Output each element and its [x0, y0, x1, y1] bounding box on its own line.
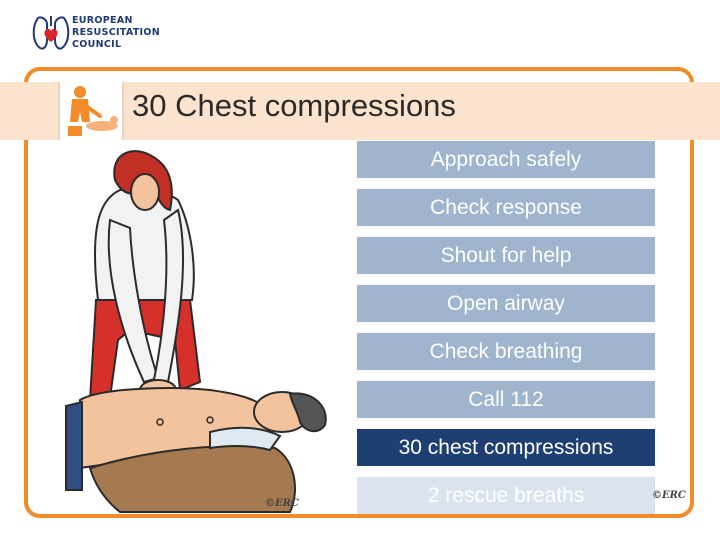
slide-title: 30 Chest compressions: [132, 88, 456, 123]
cpr-illustration: [60, 150, 350, 515]
logo-text: [72, 15, 160, 51]
illustration-copyright: ©ERC: [265, 498, 299, 509]
erc-logo: [30, 12, 170, 56]
logo-line-2: RESUSCITATION: [72, 27, 161, 38]
step-rescue-breaths: 2 rescue breaths: [357, 477, 655, 514]
step-check-response: Check response: [357, 189, 655, 226]
step-call-112: Call 112: [357, 381, 655, 418]
logo-line-1: EUROPEAN: [72, 15, 133, 26]
logo-line-3: COUNCIL: [72, 39, 122, 50]
step-chest-compressions: 30 chest compressions: [357, 429, 655, 466]
cpr-thumbnail-icon: [58, 82, 124, 140]
heart-lungs-icon: [30, 12, 72, 54]
step-shout-for-help: Shout for help: [357, 237, 655, 274]
step-open-airway: Open airway: [357, 285, 655, 322]
steps-copyright: ©ERC: [652, 490, 686, 501]
step-check-breathing: Check breathing: [357, 333, 655, 370]
step-approach-safely: Approach safely: [357, 141, 655, 178]
